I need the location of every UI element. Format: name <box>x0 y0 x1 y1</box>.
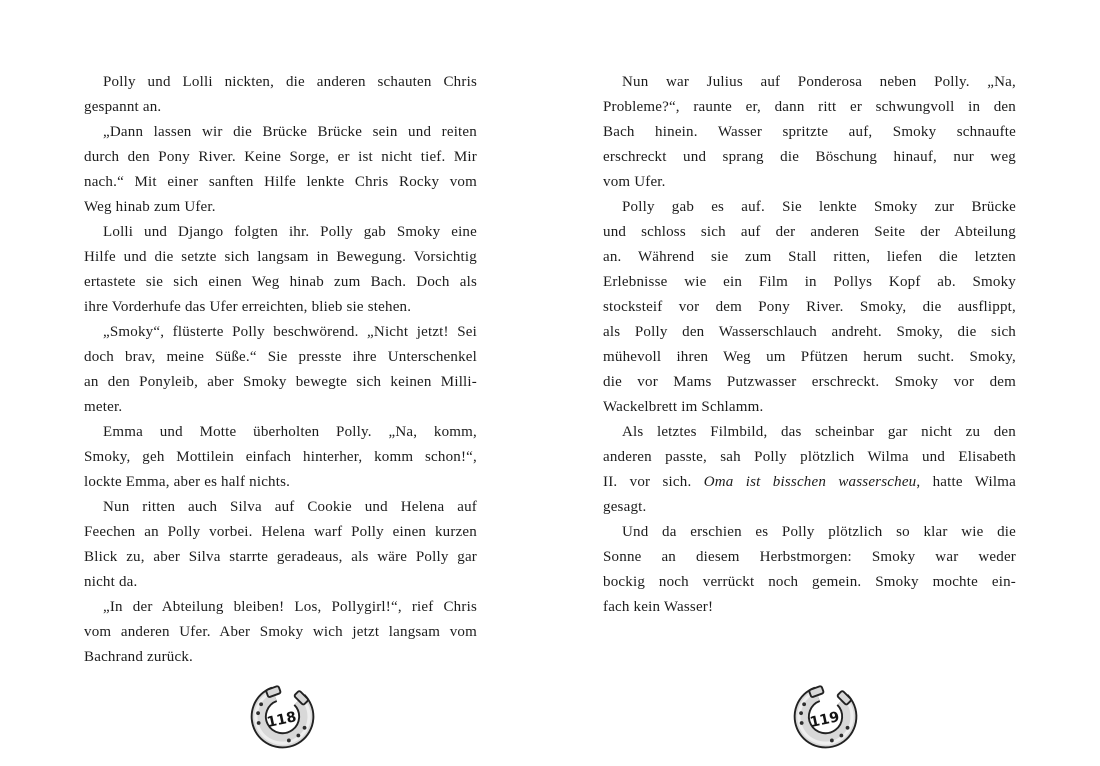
text-line: Hilfe und die setzte sich langsam in Bewegung. Vorsichtig <box>84 249 477 265</box>
text-line: Lolli und Django folgten ihr. Polly gab Smoky eine <box>103 224 477 240</box>
text-line: gespannt an. <box>84 99 162 115</box>
text-line: „In der Abteilung bleiben! Los, Pollygirl!“, rief Chris <box>103 599 477 615</box>
text-line: Nun ritten auch Silva auf Cookie und Helena auf <box>103 499 477 515</box>
text-line: Feechen an Polly vorbei. Helena warf Polly einen kurzen <box>84 524 477 540</box>
text-line: an. Während sie zum Stall ritten, liefen die letzten <box>603 249 1016 265</box>
text-line: und schloss sich auf der anderen Seite der Abteilung <box>603 224 1016 240</box>
text-line: Nun war Julius auf Ponderosa neben Polly. „Na, <box>622 74 1016 90</box>
text-line: bockig noch verrückt noch gemein. Smoky mochte ein- <box>603 574 1016 590</box>
text-line: Polly gab es auf. Sie lenkte Smoky zur Brücke <box>622 199 1016 215</box>
text-line: durch den Pony River. Keine Sorge, er ist nicht tief. Mir <box>84 149 477 165</box>
page-number: 119 <box>808 709 841 732</box>
text-line: anderen passte, sah Polly plötzlich Wilma und Elisabeth <box>603 449 1016 465</box>
text-line: Bach hinein. Wasser spritzte auf, Smoky schnaufte <box>603 124 1016 140</box>
text-line: vom anderen Ufer. Aber Smoky wich jetzt langsam vom <box>84 624 477 640</box>
text-line: nach.“ Mit einer sanften Hilfe lenkte Chris Rocky vom <box>84 174 477 190</box>
text-line: Emma und Motte überholten Polly. „Na, komm, <box>103 424 477 440</box>
text-line: Erlebnisse wie ein Film in Pollys Kopf ab. Smoky <box>603 274 1016 290</box>
horseshoe-caulk <box>266 686 281 698</box>
text-line: Sonne an diesem Herbstmorgen: Smoky war weder <box>603 549 1016 565</box>
text-line: doch brav, meine Süße.“ Sie presste ihre Unterschenkel <box>84 349 477 365</box>
text-line: mühevoll ihren Weg um Pfützen herum sucht. Smoky, <box>603 349 1016 365</box>
text-line: an den Ponyleib, aber Smoky bewegte sich keinen Milli- <box>84 374 477 390</box>
text-line: Und da erschien es Polly plötzlich so klar wie die <box>622 524 1016 540</box>
text-line: Blick zu, aber Silva starrte geradeaus, als wäre Polly gar <box>84 549 477 565</box>
text-line: meter. <box>84 399 123 415</box>
text-line: Probleme?“, raunte er, dann ritt er schwungvoll in den <box>603 99 1016 115</box>
horseshoe-caulk <box>809 686 824 698</box>
horseshoe-icon <box>235 671 330 766</box>
text-line: lockte Emma, aber es half nichts. <box>84 474 291 490</box>
text-line: ertastete sie sich einen Weg hinab zum Bach. Doch als <box>84 274 477 290</box>
text-line: erschreckt und sprang die Böschung hinauf, nur weg <box>603 149 1016 165</box>
text-line: fach kein Wasser! <box>603 599 714 615</box>
italic-text: Oma ist bisschen wasserscheu <box>703 474 917 490</box>
text-line: stocksteif vor dem Pony River. Smoky, die ausflippt, <box>603 299 1016 315</box>
page-number: 118 <box>265 709 298 732</box>
text-line: Wackelbrett im Schlamm. <box>603 399 764 415</box>
horseshoe-icon <box>778 671 873 766</box>
text-block <box>84 70 477 670</box>
text-line: Smoky, geh Mottilein einfach hinterher, komm schon!“, <box>84 449 477 465</box>
text-line: „Dann lassen wir die Brücke Brücke sein und reiten <box>103 124 477 140</box>
text-block <box>603 70 1016 620</box>
text-line: II. vor sich. Oma ist bisschen wasserscheu, hatte Wilma <box>603 474 1016 490</box>
text-line: Weg hinab zum Ufer. <box>84 199 216 215</box>
text-line: Als letztes Filmbild, das scheinbar gar nicht zu den <box>622 424 1016 440</box>
text-line: „Smoky“, flüsterte Polly beschwörend. „Nicht jetzt! Sei <box>103 324 477 340</box>
text-line: die vor Mams Putzwasser erschreckt. Smoky vor dem <box>603 374 1016 390</box>
text-line: nicht da. <box>84 574 138 590</box>
text-line: als Polly den Wasserschlauch andreht. Smoky, die sich <box>603 324 1016 340</box>
text-line: Polly und Lolli nickten, die anderen schauten Chris <box>103 74 477 90</box>
text-line: ihre Vorderhufe das Ufer erreichten, blieb sie stehen. <box>84 299 412 315</box>
text-line: vom Ufer. <box>603 174 666 190</box>
text-line: gesagt. <box>603 499 647 515</box>
text-line: Bachrand zurück. <box>84 649 193 665</box>
